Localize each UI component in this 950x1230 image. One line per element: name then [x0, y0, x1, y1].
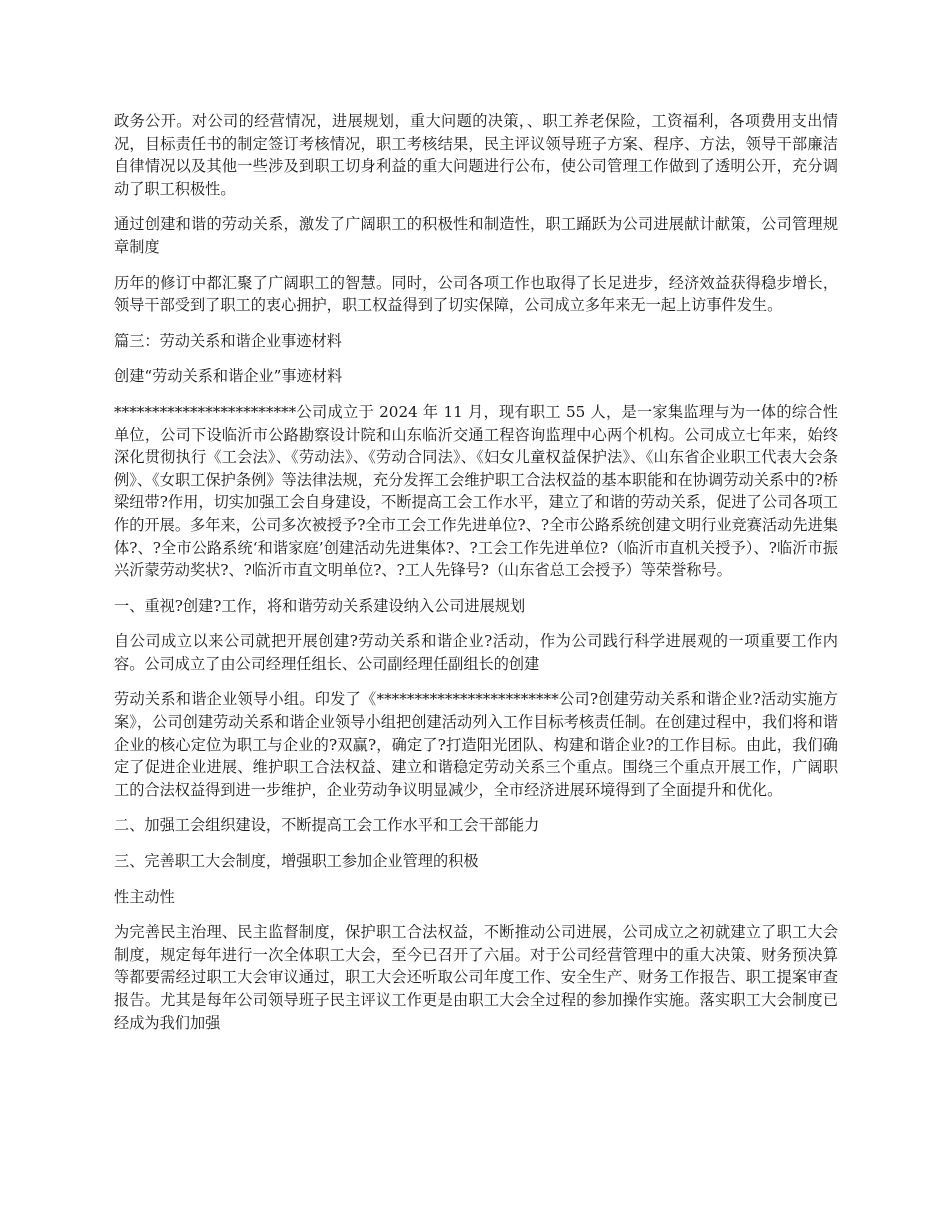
section-heading-3-continued: 性主动性 [114, 887, 175, 906]
paragraph-1: 政务公开。对公司的经营情况，进展规划，重大问题的决策，、职工养老保险，工资福利，各项费用支出情况，目标责任书的制定签订考核情况，职工考核结果，民主评议领导班子方案、程序、方法，领导干部廉洁自律情况以及其他一些涉及到职工切身利益的重大问题进行公布，使公司管理工作做到了透明公开，充分调动了职工积极性。 [114, 112, 838, 198]
paragraph-2: 通过创建和谐的劳动关系，激发了广阔职工的积极性和制造性，职工踊跃为公司进展献计献策，公司管理规章制度 [114, 215, 838, 256]
paragraph-section-1a: 自公司成立以来公司就把开展创建?劳动关系和谐企业?活动，作为公司践行科学进展观的一项重要工作内容。公司成立了由公司经理任组长、公司副经理任副组长的创建 [114, 632, 838, 673]
paragraph-3: 历年的修订中都汇聚了广阔职工的智慧。同时，公司各项工作也取得了长足进步，经济效益获得稳步增长，领导干部受到了职工的衷心拥护，职工权益得到了切实保障，公司成立多年来无一起上访事件发生。 [114, 273, 838, 315]
paragraph-section-3: 为完善民主治理、民主监督制度，保护职工合法权益，不断推动公司进展，公司成立之初就建立了职工大会制度，规定每年进行一次全体职工大会，至今已召开了六届。对于公司经营管理中的重大决策、财务预决算等都要需经过职工大会审议通过，职工大会还听取公司年度工作、安全生产、财务工作报告、职工提案审查报告。尤其是每年公司领导班子民主评议工作更是由职工大会全过程的参加操作实施。落实职工大会制度已经成为我们加强 [114, 923, 838, 1032]
document-title: 创建“劳动关系和谐企业”事迹材料 [114, 367, 343, 386]
paragraph-company-intro: ************************公司成立于 2024 年 11 月，现有职工 55 人，是一家集监理与为一体的综合性单位，公司下设临沂市公路勘察设计院和山东临沂交通工程咨询监理中心两个机构。公司成立七年来，始终深化贯彻执行《工会法》、《劳动法》、《劳动合同法》、《妇女儿童权益保护法》、《山东省企业职工代表大会条例》、《女职工保护条例》等法律法规，充分发挥工会维护职工合法权益的基本职能和在协调劳动关系中的?桥梁纽带?作用，切实加强工会自身建设，不断提高工会工作水平，建立了和谐的劳动关系，促进了公司各项工作的开展。多年来，公司多次被授予?全市工会工作先进单位?、?全市公路系统创建文明行业竞赛活动先进集体?、?全市公路系统‘和谐家庭’创建活动先进集体?、?工会工作先进单位?（临沂市直机关授予）、?临沂市振兴沂蒙劳动奖状?、?临沂市直文明单位?、?工人先锋号?（山东省总工会授予）等荣誉称号。 [114, 402, 838, 580]
section-heading-2: 二、加强工会组织建设，不断提高工会工作水平和工会干部能力 [114, 816, 540, 835]
section-heading-article-three: 篇三：劳动关系和谐企业事迹材料 [114, 331, 342, 350]
document-body [114, 110, 838, 1047]
section-heading-3: 三、完善职工大会制度，增强职工参加企业管理的积极 [114, 852, 479, 871]
paragraph-section-1b: 劳动关系和谐企业领导小组。印发了《************************公司?创建劳动关系和谐企业?活动实施方案》，公司创建劳动关系和谐企业领导小组把创建活动列入工作目标考核责任制。在创建过程中，我们将和谐企业的核心定位为职工与企业的?双赢?，确定了?打造阳光团队、构建和谐企业?的工作目标。由此，我们确定了促进企业进展、维护职工合法权益、建立和谐稳定劳动关系三个重点。围绕三个重点开展工作，广阔职工的合法权益得到进一步维护，企业劳动争议明显减少，全市经济进展环境得到了全面提升和优化。 [114, 690, 838, 799]
section-heading-1: 一、重视?创建?工作，将和谐劳动关系建设纳入公司进展规划 [114, 596, 526, 615]
